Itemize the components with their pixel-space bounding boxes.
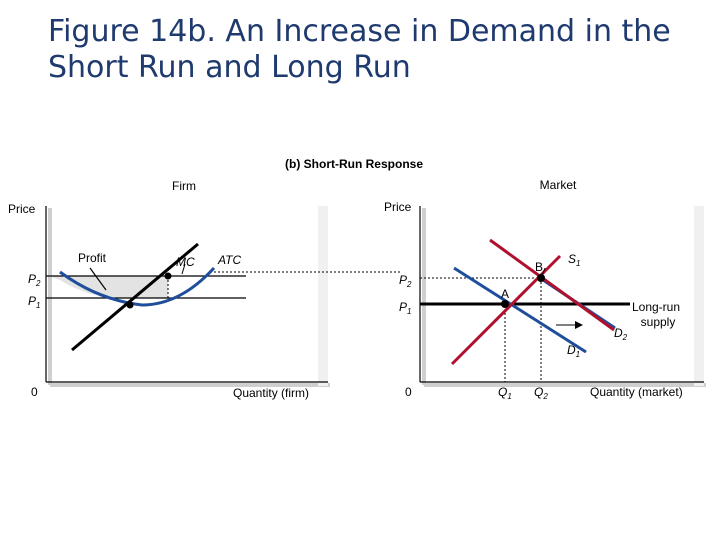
- q2-sub: 2: [543, 392, 548, 401]
- market-heading: Market: [539, 178, 577, 192]
- s1-letter: S: [568, 252, 577, 266]
- q1-letter: Q: [498, 385, 508, 399]
- mc-label: MC: [176, 255, 195, 269]
- market-p1-sub: 1: [407, 307, 412, 316]
- d2-label: [614, 326, 628, 342]
- q2-letter: Q: [534, 385, 544, 399]
- firm-p1-letter: P: [28, 294, 37, 308]
- q1-sub: 1: [507, 392, 512, 401]
- atc-label: ATC: [218, 253, 242, 267]
- s1-sub: 1: [576, 259, 581, 268]
- firm-heading: Firm: [172, 179, 196, 193]
- market-point-b: [537, 274, 545, 282]
- firm-p2-label: [28, 272, 41, 288]
- d1-sub: 1: [575, 350, 581, 359]
- title-line-1: Figure 14b. An Increase in Demand in the: [48, 14, 671, 49]
- firm-y-axis-label: Price: [8, 202, 36, 216]
- firm-origin: 0: [31, 385, 38, 399]
- market-panel: [384, 200, 706, 401]
- demand-curve-d1: [454, 268, 586, 352]
- s1-label: [568, 252, 580, 268]
- market-origin: 0: [405, 385, 412, 399]
- firm-x-axis-label: Quantity (firm): [233, 386, 310, 400]
- market-p2-label: [399, 273, 412, 289]
- q2-label: [534, 385, 548, 401]
- d1-letter: D: [567, 343, 576, 357]
- d2-sub: 2: [622, 333, 628, 342]
- market-point-a: [501, 300, 509, 308]
- long-run-supply-label-2: supply: [640, 315, 676, 329]
- market-p2-letter: P: [399, 273, 408, 287]
- point-a-label: A: [501, 287, 510, 301]
- firm-p2-letter: P: [28, 272, 37, 286]
- firm-panel: [8, 202, 400, 400]
- panel-heading: (b) Short-Run Response: [285, 157, 423, 171]
- firm-p2-sub: 2: [36, 279, 41, 288]
- q1-label: [498, 385, 512, 401]
- firm-p1-label: [28, 294, 40, 310]
- profit-label: Profit: [78, 251, 107, 265]
- long-run-supply-label-1: Long-run: [631, 300, 681, 314]
- market-p1-label: [399, 300, 411, 316]
- point-b-label: B: [535, 260, 544, 274]
- market-x-axis-label: Quantity (market): [590, 385, 683, 399]
- d2-letter: D: [614, 326, 623, 340]
- profit-area: [48, 276, 168, 298]
- firm-point-p1: [127, 302, 134, 309]
- market-p1-letter: P: [399, 300, 408, 314]
- market-p2-sub: 2: [407, 280, 412, 289]
- firm-point-p2: [165, 273, 172, 280]
- market-y-axis-label: Price: [384, 200, 412, 214]
- title-line-2: Short Run and Long Run: [48, 50, 411, 85]
- firm-p1-sub: 1: [36, 301, 41, 310]
